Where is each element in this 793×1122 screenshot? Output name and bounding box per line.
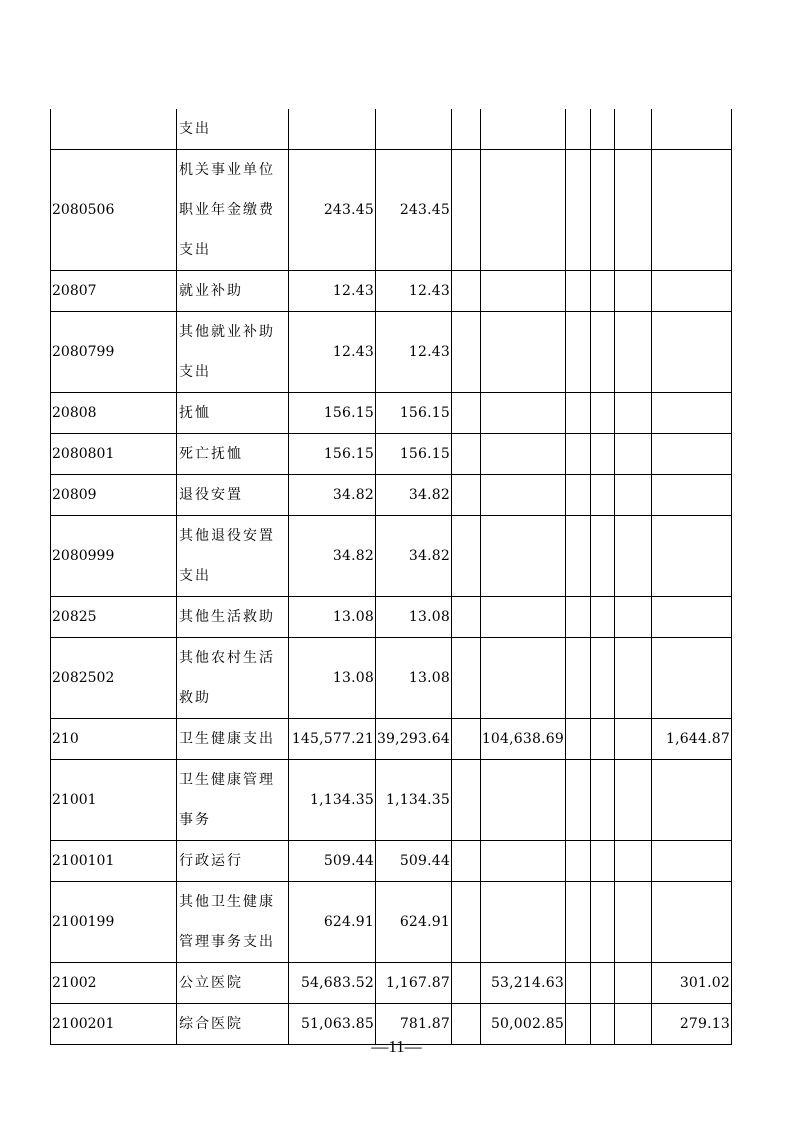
amount-cell xyxy=(566,719,591,760)
subject-name-cell: 就业补助 xyxy=(177,271,289,312)
amount-cell xyxy=(652,841,732,882)
budget-table-container xyxy=(50,109,732,1045)
amount-cell xyxy=(566,271,591,312)
amount-cell xyxy=(452,150,481,271)
amount-cell: 12.43 xyxy=(376,312,452,393)
amount-cell xyxy=(652,434,732,475)
subject-code-cell: 20825 xyxy=(51,597,177,638)
amount-cell: 12.43 xyxy=(376,271,452,312)
amount-cell xyxy=(452,312,481,393)
subject-code-cell: 2100201 xyxy=(51,1004,177,1045)
subject-name-cell: 机关事业单位职业年金缴费支出 xyxy=(177,150,289,271)
amount-cell: 50,002.85 xyxy=(481,1004,566,1045)
table-row xyxy=(51,150,732,271)
amount-cell: 509.44 xyxy=(376,841,452,882)
amount-cell xyxy=(452,516,481,597)
amount-cell xyxy=(481,434,566,475)
amount-cell xyxy=(481,150,566,271)
subject-name-cell: 行政运行 xyxy=(177,841,289,882)
amount-cell: 34.82 xyxy=(376,516,452,597)
amount-cell xyxy=(591,841,615,882)
amount-cell xyxy=(615,475,652,516)
subject-name-cell: 综合医院 xyxy=(177,1004,289,1045)
subject-code-cell: 210 xyxy=(51,719,177,760)
amount-cell xyxy=(615,150,652,271)
table-row xyxy=(51,475,732,516)
amount-cell xyxy=(566,150,591,271)
table-row xyxy=(51,109,732,150)
amount-cell xyxy=(591,882,615,963)
subject-name-cell: 退役安置 xyxy=(177,475,289,516)
amount-cell xyxy=(591,475,615,516)
amount-cell xyxy=(481,475,566,516)
amount-cell: 243.45 xyxy=(376,150,452,271)
amount-cell xyxy=(615,719,652,760)
amount-cell xyxy=(566,638,591,719)
amount-cell xyxy=(452,638,481,719)
subject-name-cell: 其他生活救助 xyxy=(177,597,289,638)
subject-code-cell: 2082502 xyxy=(51,638,177,719)
subject-name-cell: 公立医院 xyxy=(177,963,289,1004)
amount-cell xyxy=(452,963,481,1004)
amount-cell xyxy=(591,719,615,760)
amount-cell: 156.15 xyxy=(289,393,376,434)
amount-cell xyxy=(591,109,615,150)
amount-cell xyxy=(452,434,481,475)
amount-cell xyxy=(452,109,481,150)
amount-cell xyxy=(452,271,481,312)
amount-cell xyxy=(615,963,652,1004)
amount-cell: 279.13 xyxy=(652,1004,732,1045)
table-row xyxy=(51,638,732,719)
amount-cell xyxy=(652,109,732,150)
amount-cell xyxy=(376,109,452,150)
amount-cell xyxy=(652,760,732,841)
amount-cell xyxy=(591,516,615,597)
subject-code-cell: 2100199 xyxy=(51,882,177,963)
amount-cell xyxy=(652,312,732,393)
amount-cell xyxy=(481,312,566,393)
subject-code-cell: 20807 xyxy=(51,271,177,312)
amount-cell xyxy=(566,312,591,393)
amount-cell xyxy=(566,434,591,475)
table-row xyxy=(51,597,732,638)
amount-cell xyxy=(566,882,591,963)
amount-cell xyxy=(481,638,566,719)
amount-cell xyxy=(481,516,566,597)
amount-cell xyxy=(652,638,732,719)
amount-cell: 34.82 xyxy=(289,475,376,516)
table-row xyxy=(51,760,732,841)
amount-cell xyxy=(652,882,732,963)
subject-code-cell xyxy=(51,109,177,150)
amount-cell xyxy=(566,393,591,434)
amount-cell xyxy=(615,841,652,882)
amount-cell xyxy=(452,475,481,516)
amount-cell: 1,134.35 xyxy=(289,760,376,841)
amount-cell: 624.91 xyxy=(289,882,376,963)
subject-name-cell: 卫生健康管理事务 xyxy=(177,760,289,841)
amount-cell: 53,214.63 xyxy=(481,963,566,1004)
amount-cell xyxy=(566,841,591,882)
amount-cell xyxy=(591,638,615,719)
table-row xyxy=(51,312,732,393)
subject-code-cell: 2080506 xyxy=(51,150,177,271)
amount-cell xyxy=(566,963,591,1004)
table-row xyxy=(51,393,732,434)
amount-cell xyxy=(591,312,615,393)
amount-cell xyxy=(615,638,652,719)
amount-cell xyxy=(615,434,652,475)
amount-cell: 145,577.21 xyxy=(289,719,376,760)
amount-cell xyxy=(289,109,376,150)
amount-cell: 301.02 xyxy=(652,963,732,1004)
amount-cell xyxy=(652,597,732,638)
amount-cell xyxy=(652,393,732,434)
subject-name-cell: 其他退役安置支出 xyxy=(177,516,289,597)
amount-cell: 509.44 xyxy=(289,841,376,882)
subject-code-cell: 21002 xyxy=(51,963,177,1004)
amount-cell: 156.15 xyxy=(376,434,452,475)
amount-cell: 781.87 xyxy=(376,1004,452,1045)
amount-cell xyxy=(591,760,615,841)
amount-cell xyxy=(591,963,615,1004)
amount-cell: 1,167.87 xyxy=(376,963,452,1004)
subject-name-cell: 支出 xyxy=(177,109,289,150)
budget-table xyxy=(50,109,732,1045)
amount-cell xyxy=(615,109,652,150)
subject-name-cell: 其他农村生活救助 xyxy=(177,638,289,719)
amount-cell xyxy=(452,760,481,841)
subject-name-cell: 抚恤 xyxy=(177,393,289,434)
subject-code-cell: 20809 xyxy=(51,475,177,516)
table-row xyxy=(51,882,732,963)
amount-cell xyxy=(652,271,732,312)
amount-cell: 624.91 xyxy=(376,882,452,963)
amount-cell: 1,644.87 xyxy=(652,719,732,760)
subject-name-cell: 其他就业补助支出 xyxy=(177,312,289,393)
amount-cell: 104,638.69 xyxy=(481,719,566,760)
amount-cell xyxy=(566,597,591,638)
subject-name-cell: 死亡抚恤 xyxy=(177,434,289,475)
amount-cell xyxy=(452,882,481,963)
amount-cell: 12.43 xyxy=(289,312,376,393)
amount-cell: 13.08 xyxy=(376,597,452,638)
amount-cell: 13.08 xyxy=(289,638,376,719)
subject-code-cell: 2080801 xyxy=(51,434,177,475)
table-row xyxy=(51,516,732,597)
amount-cell xyxy=(615,393,652,434)
amount-cell xyxy=(481,882,566,963)
amount-cell xyxy=(591,271,615,312)
amount-cell: 156.15 xyxy=(289,434,376,475)
amount-cell xyxy=(566,475,591,516)
subject-name-cell: 其他卫生健康管理事务支出 xyxy=(177,882,289,963)
amount-cell xyxy=(452,719,481,760)
amount-cell xyxy=(615,516,652,597)
amount-cell xyxy=(615,597,652,638)
amount-cell xyxy=(615,271,652,312)
amount-cell: 13.08 xyxy=(289,597,376,638)
amount-cell xyxy=(452,597,481,638)
page-number: —11— xyxy=(371,1037,422,1056)
amount-cell xyxy=(481,597,566,638)
subject-code-cell: 2100101 xyxy=(51,841,177,882)
amount-cell: 54,683.52 xyxy=(289,963,376,1004)
amount-cell xyxy=(591,393,615,434)
amount-cell: 13.08 xyxy=(376,638,452,719)
table-body xyxy=(51,109,732,1045)
amount-cell xyxy=(452,841,481,882)
amount-cell xyxy=(652,516,732,597)
amount-cell: 156.15 xyxy=(376,393,452,434)
amount-cell: 12.43 xyxy=(289,271,376,312)
amount-cell: 34.82 xyxy=(289,516,376,597)
amount-cell xyxy=(615,760,652,841)
subject-code-cell: 2080799 xyxy=(51,312,177,393)
amount-cell xyxy=(652,475,732,516)
amount-cell xyxy=(481,841,566,882)
amount-cell: 51,063.85 xyxy=(289,1004,376,1045)
amount-cell xyxy=(591,597,615,638)
amount-cell xyxy=(591,150,615,271)
subject-code-cell: 21001 xyxy=(51,760,177,841)
amount-cell xyxy=(566,760,591,841)
amount-cell xyxy=(615,312,652,393)
table-row xyxy=(51,719,732,760)
amount-cell xyxy=(591,434,615,475)
table-row xyxy=(51,434,732,475)
subject-code-cell: 2080999 xyxy=(51,516,177,597)
table-row xyxy=(51,271,732,312)
amount-cell xyxy=(652,150,732,271)
amount-cell xyxy=(481,393,566,434)
amount-cell xyxy=(481,760,566,841)
amount-cell xyxy=(481,109,566,150)
amount-cell xyxy=(452,393,481,434)
subject-name-cell: 卫生健康支出 xyxy=(177,719,289,760)
amount-cell: 243.45 xyxy=(289,150,376,271)
amount-cell xyxy=(481,271,566,312)
amount-cell xyxy=(566,109,591,150)
table-row xyxy=(51,841,732,882)
amount-cell xyxy=(566,516,591,597)
amount-cell xyxy=(615,882,652,963)
amount-cell: 1,134.35 xyxy=(376,760,452,841)
amount-cell: 34.82 xyxy=(376,475,452,516)
subject-code-cell: 20808 xyxy=(51,393,177,434)
table-row xyxy=(51,963,732,1004)
amount-cell: 39,293.64 xyxy=(376,719,452,760)
